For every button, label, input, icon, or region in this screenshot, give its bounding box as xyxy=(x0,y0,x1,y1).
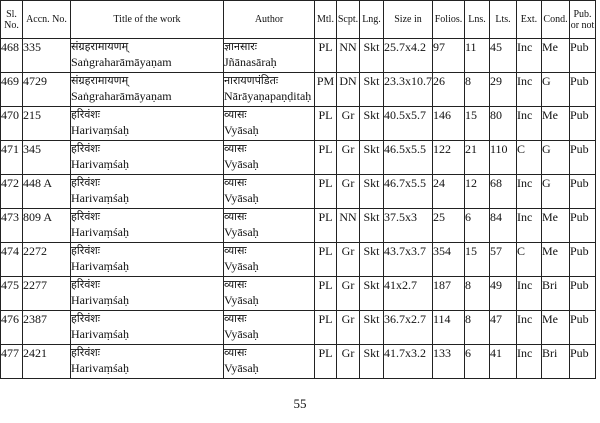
ext-cell: Inc xyxy=(517,209,542,243)
author-romanized: Vyāsaḥ xyxy=(224,259,259,273)
title-romanized: Harivaṃśaḥ xyxy=(71,259,129,273)
scpt-cell: DN xyxy=(337,73,360,107)
sl-cell: 474 xyxy=(1,243,23,277)
cond-cell: G xyxy=(542,73,570,107)
title-devanagari: हरिवंशः xyxy=(71,176,101,189)
folios-cell: 146 xyxy=(433,107,465,141)
title-cell xyxy=(71,345,224,379)
cond-cell: Me xyxy=(542,311,570,345)
ext-cell: C xyxy=(517,243,542,277)
folios-cell: 97 xyxy=(433,39,465,73)
title-cell xyxy=(71,141,224,175)
size-cell: 23.3x10.7 xyxy=(384,73,433,107)
pub-cell: Pub xyxy=(570,107,596,141)
folios-cell: 24 xyxy=(433,175,465,209)
ext-cell: Inc xyxy=(517,345,542,379)
title-cell xyxy=(71,277,224,311)
size-cell: 36.7x2.7 xyxy=(384,311,433,345)
author-romanized: Vyāsaḥ xyxy=(224,157,259,171)
scpt-cell: Gr xyxy=(337,141,360,175)
title-devanagari: हरिवंशः xyxy=(71,108,101,121)
title-romanized: Saṅgraharāmāyaṇam xyxy=(71,55,172,69)
title-romanized: Harivaṃśaḥ xyxy=(71,293,129,307)
accn-cell: 809 A xyxy=(23,209,71,243)
sl-cell: 476 xyxy=(1,311,23,345)
cond-cell: Me xyxy=(542,39,570,73)
scpt-cell: Gr xyxy=(337,345,360,379)
header-row xyxy=(1,1,596,39)
ext-cell: Inc xyxy=(517,277,542,311)
author-cell xyxy=(224,73,315,107)
size-cell: 46.7x5.5 xyxy=(384,175,433,209)
lns-cell: 8 xyxy=(465,311,490,345)
title-devanagari: संग्रहरामायणम् xyxy=(71,40,129,53)
cond-cell: G xyxy=(542,141,570,175)
folios-cell: 25 xyxy=(433,209,465,243)
header-accn: Accn. No. xyxy=(23,1,71,39)
title-cell xyxy=(71,107,224,141)
title-romanized: Saṅgraharāmāyaṇam xyxy=(71,89,172,103)
author-devanagari: व्यासः xyxy=(224,244,247,257)
size-cell: 25.7x4.2 xyxy=(384,39,433,73)
ext-cell: Inc xyxy=(517,311,542,345)
lts-cell: 45 xyxy=(490,39,517,73)
header-lng: Lng. xyxy=(360,1,384,39)
ext-cell: Inc xyxy=(517,107,542,141)
author-devanagari: ज्ञानसारः xyxy=(224,40,258,53)
author-cell xyxy=(224,141,315,175)
pub-cell: Pub xyxy=(570,311,596,345)
title-romanized: Harivaṃśaḥ xyxy=(71,157,129,171)
author-devanagari: व्यासः xyxy=(224,278,247,291)
sl-cell: 470 xyxy=(1,107,23,141)
lns-cell: 12 xyxy=(465,175,490,209)
author-cell xyxy=(224,175,315,209)
lts-cell: 49 xyxy=(490,277,517,311)
author-cell xyxy=(224,107,315,141)
title-romanized: Harivaṃśaḥ xyxy=(71,123,129,137)
lts-cell: 84 xyxy=(490,209,517,243)
cond-cell: Bri xyxy=(542,345,570,379)
lng-cell: Skt xyxy=(360,141,384,175)
title-devanagari: हरिवंशः xyxy=(71,312,101,325)
header-lts: Lts. xyxy=(490,1,517,39)
pub-cell: Pub xyxy=(570,277,596,311)
author-devanagari: नारायणपंडितः xyxy=(224,74,279,87)
author-romanized: Vyāsaḥ xyxy=(224,327,259,341)
lng-cell: Skt xyxy=(360,277,384,311)
lng-cell: Skt xyxy=(360,311,384,345)
sl-cell: 471 xyxy=(1,141,23,175)
size-cell: 37.5x3 xyxy=(384,209,433,243)
mtl-cell: PL xyxy=(315,209,337,243)
title-cell xyxy=(71,73,224,107)
author-cell xyxy=(224,277,315,311)
author-romanized: Vyāsaḥ xyxy=(224,293,259,307)
author-romanized: Vyāsaḥ xyxy=(224,123,259,137)
pub-cell: Pub xyxy=(570,39,596,73)
scpt-cell: NN xyxy=(337,39,360,73)
author-romanized: Jñānasāraḥ xyxy=(224,55,277,69)
mtl-cell: PL xyxy=(315,277,337,311)
header-size: Size in xyxy=(384,1,433,39)
title-cell xyxy=(71,311,224,345)
size-cell: 41.7x3.2 xyxy=(384,345,433,379)
lts-cell: 68 xyxy=(490,175,517,209)
scpt-cell: Gr xyxy=(337,243,360,277)
title-devanagari: हरिवंशः xyxy=(71,210,101,223)
author-romanized: Vyāsaḥ xyxy=(224,191,259,205)
mtl-cell: PL xyxy=(315,311,337,345)
title-devanagari: संग्रहरामायणम् xyxy=(71,74,129,87)
cond-cell: Me xyxy=(542,107,570,141)
table-row xyxy=(1,243,596,277)
mtl-cell: PM xyxy=(315,73,337,107)
table-row xyxy=(1,277,596,311)
accn-cell: 2277 xyxy=(23,277,71,311)
table-body xyxy=(1,39,596,379)
lns-cell: 15 xyxy=(465,243,490,277)
table-row xyxy=(1,311,596,345)
lns-cell: 8 xyxy=(465,73,490,107)
pub-cell: Pub xyxy=(570,345,596,379)
lns-cell: 8 xyxy=(465,277,490,311)
title-romanized: Harivaṃśaḥ xyxy=(71,225,129,239)
table-row xyxy=(1,107,596,141)
author-cell xyxy=(224,345,315,379)
lts-cell: 80 xyxy=(490,107,517,141)
pub-cell: Pub xyxy=(570,73,596,107)
lng-cell: Skt xyxy=(360,73,384,107)
pub-cell: Pub xyxy=(570,141,596,175)
accn-cell: 2272 xyxy=(23,243,71,277)
header-sl: Sl. No. xyxy=(1,1,23,39)
accn-cell: 2421 xyxy=(23,345,71,379)
folios-cell: 354 xyxy=(433,243,465,277)
sl-cell: 473 xyxy=(1,209,23,243)
page-number: 55 xyxy=(293,396,307,411)
mtl-cell: PL xyxy=(315,39,337,73)
folios-cell: 114 xyxy=(433,311,465,345)
scpt-cell: Gr xyxy=(337,311,360,345)
author-cell xyxy=(224,209,315,243)
header-title: Title of the work xyxy=(71,1,224,39)
title-devanagari: हरिवंशः xyxy=(71,142,101,155)
author-cell xyxy=(224,39,315,73)
author-romanized: Nārāyaṇapaṇḍitaḥ xyxy=(224,89,312,103)
scpt-cell: Gr xyxy=(337,175,360,209)
table-row xyxy=(1,175,596,209)
lng-cell: Skt xyxy=(360,209,384,243)
header-folios: Folios. xyxy=(433,1,465,39)
lns-cell: 6 xyxy=(465,345,490,379)
header-pub: Pub. or not xyxy=(570,1,596,39)
lts-cell: 41 xyxy=(490,345,517,379)
author-devanagari: व्यासः xyxy=(224,210,247,223)
sl-cell: 472 xyxy=(1,175,23,209)
accn-cell: 4729 xyxy=(23,73,71,107)
mtl-cell: PL xyxy=(315,141,337,175)
folios-cell: 133 xyxy=(433,345,465,379)
lns-cell: 11 xyxy=(465,39,490,73)
accn-cell: 215 xyxy=(23,107,71,141)
lng-cell: Skt xyxy=(360,175,384,209)
sl-cell: 475 xyxy=(1,277,23,311)
title-cell xyxy=(71,175,224,209)
accn-cell: 335 xyxy=(23,39,71,73)
pub-cell: Pub xyxy=(570,243,596,277)
title-romanized: Harivaṃśaḥ xyxy=(71,191,129,205)
cond-cell: Bri xyxy=(542,277,570,311)
title-cell xyxy=(71,39,224,73)
table-row xyxy=(1,141,596,175)
folios-cell: 122 xyxy=(433,141,465,175)
lng-cell: Skt xyxy=(360,107,384,141)
size-cell: 41x2.7 xyxy=(384,277,433,311)
mtl-cell: PL xyxy=(315,243,337,277)
header-cond: Cond. xyxy=(542,1,570,39)
mtl-cell: PL xyxy=(315,107,337,141)
pub-cell: Pub xyxy=(570,175,596,209)
header-lns: Lns. xyxy=(465,1,490,39)
title-cell xyxy=(71,209,224,243)
pub-cell: Pub xyxy=(570,209,596,243)
table-row xyxy=(1,73,596,107)
title-romanized: Harivaṃśaḥ xyxy=(71,327,129,341)
sl-cell: 468 xyxy=(1,39,23,73)
ext-cell: Inc xyxy=(517,175,542,209)
table-row xyxy=(1,209,596,243)
table-row xyxy=(1,39,596,73)
ext-cell: Inc xyxy=(517,39,542,73)
table-row xyxy=(1,345,596,379)
lts-cell: 110 xyxy=(490,141,517,175)
header-scpt: Scpt. xyxy=(337,1,360,39)
size-cell: 40.5x5.7 xyxy=(384,107,433,141)
size-cell: 46.5x5.5 xyxy=(384,141,433,175)
lng-cell: Skt xyxy=(360,39,384,73)
lts-cell: 57 xyxy=(490,243,517,277)
cond-cell: Me xyxy=(542,209,570,243)
cond-cell: G xyxy=(542,175,570,209)
author-cell xyxy=(224,243,315,277)
scpt-cell: Gr xyxy=(337,107,360,141)
author-cell xyxy=(224,311,315,345)
lns-cell: 6 xyxy=(465,209,490,243)
title-romanized: Harivaṃśaḥ xyxy=(71,361,129,375)
author-devanagari: व्यासः xyxy=(224,312,247,325)
lng-cell: Skt xyxy=(360,345,384,379)
scpt-cell: NN xyxy=(337,209,360,243)
lng-cell: Skt xyxy=(360,243,384,277)
author-devanagari: व्यासः xyxy=(224,142,247,155)
author-devanagari: व्यासः xyxy=(224,108,247,121)
accn-cell: 448 A xyxy=(23,175,71,209)
folios-cell: 26 xyxy=(433,73,465,107)
author-devanagari: व्यासः xyxy=(224,176,247,189)
lns-cell: 15 xyxy=(465,107,490,141)
author-romanized: Vyāsaḥ xyxy=(224,225,259,239)
lts-cell: 29 xyxy=(490,73,517,107)
sl-cell: 469 xyxy=(1,73,23,107)
cond-cell: Me xyxy=(542,243,570,277)
author-devanagari: व्यासः xyxy=(224,346,247,359)
header-mtl: Mtl. xyxy=(315,1,337,39)
lts-cell: 47 xyxy=(490,311,517,345)
title-cell xyxy=(71,243,224,277)
scpt-cell: Gr xyxy=(337,277,360,311)
title-devanagari: हरिवंशः xyxy=(71,278,101,291)
folios-cell: 187 xyxy=(433,277,465,311)
mtl-cell: PL xyxy=(315,345,337,379)
sl-cell: 477 xyxy=(1,345,23,379)
lns-cell: 21 xyxy=(465,141,490,175)
ext-cell: Inc xyxy=(517,73,542,107)
title-devanagari: हरिवंशः xyxy=(71,346,101,359)
header-author: Author xyxy=(224,1,315,39)
accn-cell: 2387 xyxy=(23,311,71,345)
size-cell: 43.7x3.7 xyxy=(384,243,433,277)
header-ext: Ext. xyxy=(517,1,542,39)
title-devanagari: हरिवंशः xyxy=(71,244,101,257)
accn-cell: 345 xyxy=(23,141,71,175)
ext-cell: C xyxy=(517,141,542,175)
author-romanized: Vyāsaḥ xyxy=(224,361,259,375)
mtl-cell: PL xyxy=(315,175,337,209)
